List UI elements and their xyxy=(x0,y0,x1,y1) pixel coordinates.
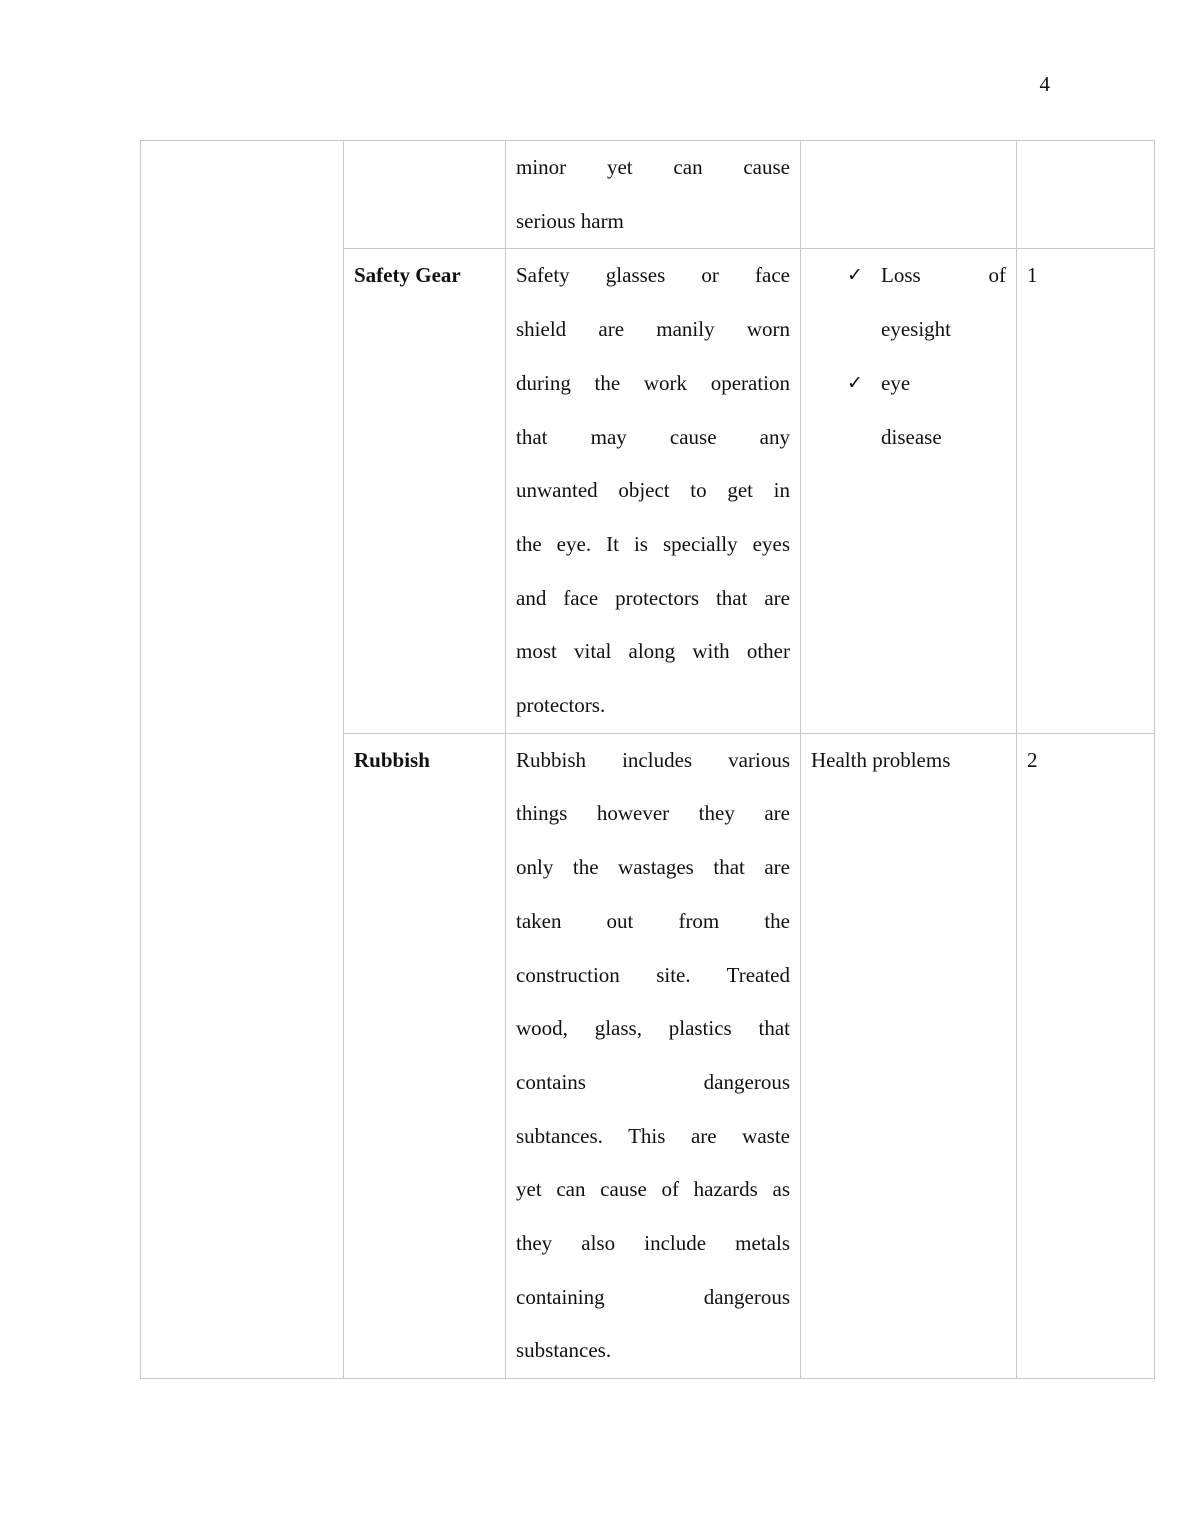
rating-cell xyxy=(1017,141,1155,249)
description-line: minor yet can cause xyxy=(516,155,790,179)
effect-cell: Health problems xyxy=(801,733,1017,1378)
hazard-cell xyxy=(344,141,506,249)
description-line: that may cause any xyxy=(516,424,790,449)
description-line: wood, glass, plastics that xyxy=(516,1016,790,1041)
description-cell xyxy=(506,249,801,733)
description-line: most vital along with other xyxy=(516,639,790,664)
description-line: serious harm xyxy=(516,208,624,233)
description-line: protectors. xyxy=(516,693,606,718)
effect-list xyxy=(811,249,1006,464)
rating-cell: 2 xyxy=(1017,733,1155,1378)
description-line: Safety glasses or face xyxy=(516,263,790,288)
description-line: only the wastages that are xyxy=(516,855,790,880)
effect-item xyxy=(811,357,1006,464)
rating-cell: 1 xyxy=(1017,249,1155,733)
description-line: substances. xyxy=(516,1338,612,1363)
description-line: Rubbish includes various xyxy=(516,747,790,772)
effect-line: eye xyxy=(881,370,911,395)
effect-item xyxy=(811,249,1006,356)
checkmark-icon: ✓ xyxy=(847,371,863,394)
description-line: subtances. This are waste xyxy=(516,1123,790,1148)
description-line: yet can cause of hazards as xyxy=(516,1177,790,1202)
description-line: and face protectors that are xyxy=(516,585,790,610)
description-line: unwanted object to get in xyxy=(516,478,790,503)
effect-line: disease xyxy=(881,424,942,449)
description-line: things however they are xyxy=(516,801,790,826)
description-line: containing dangerous xyxy=(516,1284,790,1309)
description-line: construction site. Treated xyxy=(516,962,790,987)
description-line: the eye. It is specially eyes xyxy=(516,531,790,556)
hazard-table xyxy=(140,140,1155,1379)
description-line: shield are manily worn xyxy=(516,317,790,342)
hazard-cell: Rubbish xyxy=(344,733,506,1378)
description-cell xyxy=(506,733,801,1378)
effect-cell xyxy=(801,141,1017,249)
table-row xyxy=(141,141,1155,249)
description-line: during the work operation xyxy=(516,370,790,395)
checkmark-icon: ✓ xyxy=(847,264,863,287)
effect-line: Loss of xyxy=(881,263,1006,288)
description-line: they also include metals xyxy=(516,1231,790,1256)
description-cell xyxy=(506,141,801,249)
description-line: contains dangerous xyxy=(516,1069,790,1094)
effect-cell xyxy=(801,249,1017,733)
effect-line: eyesight xyxy=(881,317,951,342)
category-cell xyxy=(141,141,344,1379)
description-line: taken out from the xyxy=(516,908,790,933)
page-number: 4 xyxy=(1039,72,1050,96)
hazard-cell: Safety Gear xyxy=(344,249,506,733)
